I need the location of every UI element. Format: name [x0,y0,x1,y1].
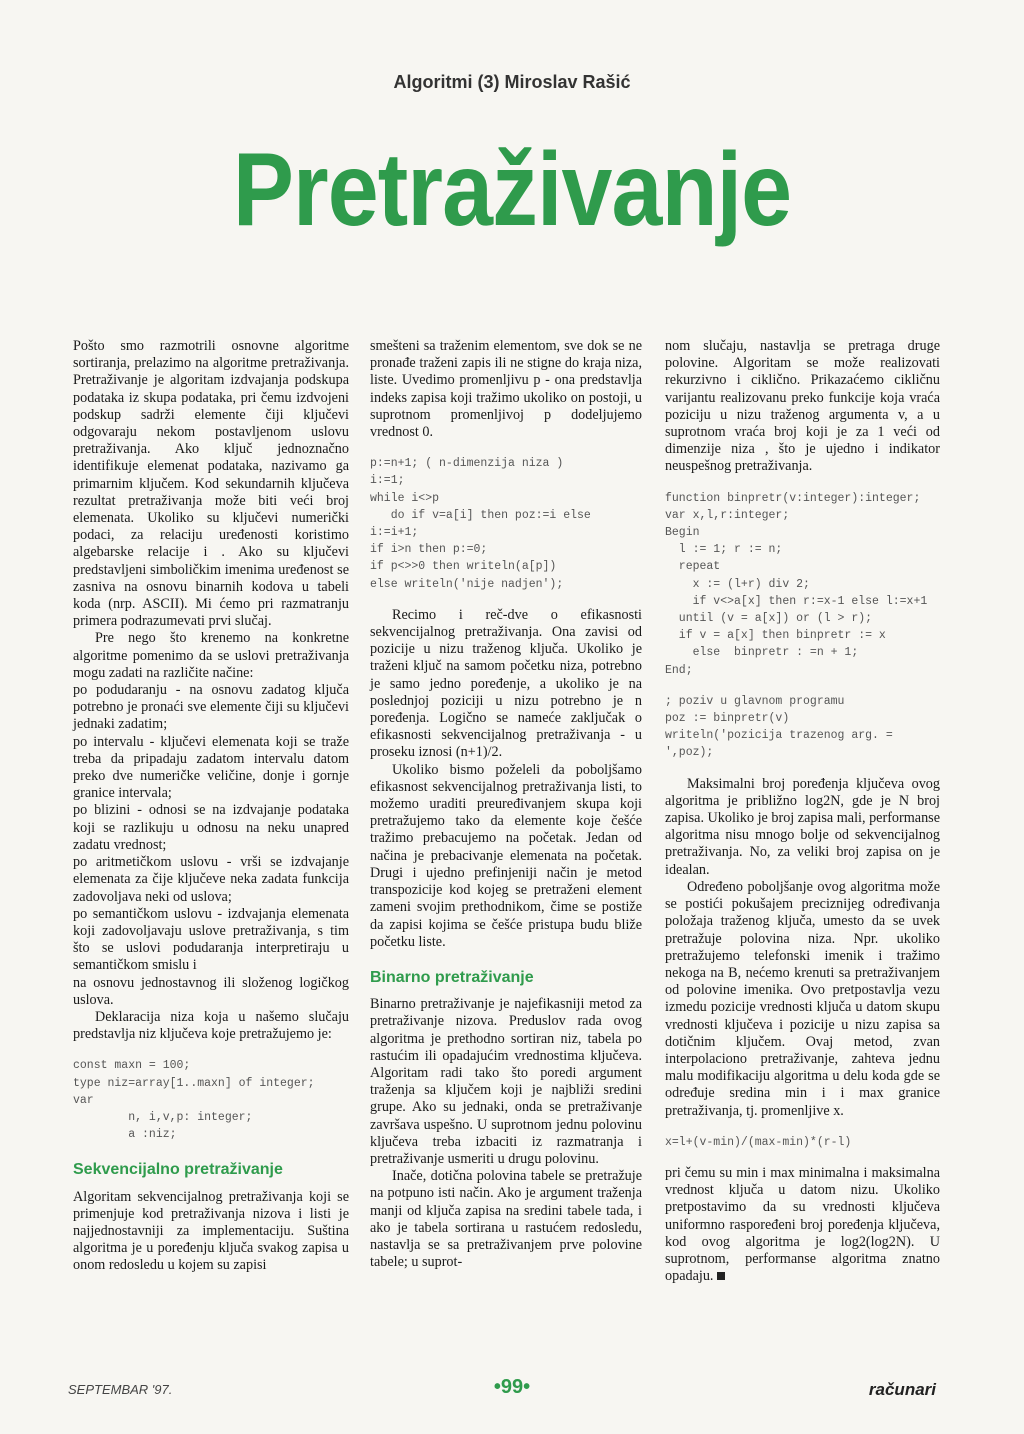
column-3 [665,338,940,1285]
paragraph: Maksimalni broj poređenja ključeva ovog algoritma je približno log2N, gde je N broj zapisa. Ukoliko je broj zapisa mali, performanse algoritma nisu mnogo bolje od sekvencijalnog pretraživanja. No, za veliki broj zapisa on je idealan. [665,775,940,878]
paragraph-text: pri čemu su min i max minimalna i maksimalna vrednost ključa u datom nizu. Ukoliko pretpostavimo da su vrednosti ključeva uniformno raspoređeni broj poređenja ključeva, kod ovog algoritma je log2(log2N). U suprotnom, performanse algoritma znatno opadaju. [665,1164,940,1285]
paragraph: Pre nego što krenemo na konkretne algoritme pomenimo da se uslovi pretraživanja mogu zadati na različite načine: [73,630,349,681]
column-1 [73,338,349,1275]
end-of-article-icon [717,1272,725,1280]
paragraph: Pošto smo razmotrili osnovne algoritme sortiranja, prelazimo na algoritme pretraživanja. Pretraživanje je algoritam izdvajanja podskupa podataka iz skupa podataka, pri čemu izdvojeni podskup sadrži elemente čiji ključevi odgovaraju nekom postavljenom uslovu pretraživanja. Ako ključ jednoznačno identifikuje elemenat podataka, nazivamo ga primarnim ključem. Kod sekundarnih ključeva rezultat pretraživanja može biti veći broj elemenata. Ukoliko su ključevi numerički podaci, za relaciju uređenosti koristimo algebarske relacije i . Ako su ključevi predstavljeni simboličkim imenima uređenost se zasniva na osnovu binarnih kodova u tabeli koda (nrp. ASCII). Mi ćemo pri razmatranju primera podrazumevati prvi slučaj. [73,338,349,630]
code-block: p:=n+1; ( n-dimenzija niza ) i:=1; while i<>p do if v=a[i] then poz:=i else i:=i+1; if i>n then p:=0; if p<>>0 then writeln(a[p]) else writeln('nije nadjen'); [370,457,591,591]
section-heading: Sekvencijalno pretraživanje [73,1161,283,1179]
code-block: function binpretr(v:integer):integer; var x,l,r:integer; Begin l := 1; r := n; repeat x := (l+r) div 2; if v<>a[x] then r:=x-1 else l:=x+1 until (v = a[x]) or (l > r); if v = a[x] then binpretr := x else binpretr : =n + 1; End; [665,491,928,677]
paragraph: po semantičkom uslovu - izdvajanja elemenata koji zadovoljavaju uslove pretraživanja, s tim što se uslovi podudaranja interpretiraju u semantičkom smislu i [73,905,349,974]
paragraph: Inače, dotična polovina tabele se pretražuje na potpuno isti način. Ako je argument traženja manji od ključa zapisa na sredini tabele tada, i ako je tabela sortirana u rastućem redosledu, nastavlja se sa pretraživanjem prve polovine tabele; u suprot- [370,1168,642,1271]
page-number: •99• [493,1376,531,1398]
paragraph: na osnovu jednostavnog ili složenog logičkog uslova. [73,974,349,1008]
paragraph [665,1165,940,1285]
article-header: Algoritmi (3) Miroslav Rašić [393,72,631,92]
paragraph: Deklaracija niza koja u našemo slučaju predstavlja niz ključeva koje pretražujemo je: [73,1008,349,1043]
section-heading: Binarno pretraživanje [370,968,534,986]
paragraph: po podudaranju - na osnovu zadatog ključa potrebno je pronaći sve elemente čiji su ključevi jednaki zadatim; [73,682,349,733]
article-title: Pretraživanje [232,132,792,248]
paragraph: Određeno poboljšanje ovog algoritma može se postići pokušajem preciznijeg određivanja položaja traženog ključa, umesto da se uvek pretražuje polovina niza. Npr. ukoliko pretražujemo telefonski imenik i tražimo nekoga na B, nećemo krenuti sa pretraživanjem od polovine imenika. Ovo pretpostavlja vezu izmedu pozicije vrednosti ključa u datom skupu vrednosti ključeva i pozicije u nizu zapisa sa dotičnim ključem. Ovaj metod, zvan interpolaciono pretraživanje, zahteva jednu malu modifikaciju algoritma u delu koda gde se određuje sredina min i i max granice pretraživanja, tj. promenljive x. [665,878,940,1119]
paragraph: Recimo i reč-dve o efikasnosti sekvencijalnog pretraživanja. Ona zavisi od pozicije u nizu traženog ključa. Ukoliko je traženi ključ na samom početku niza, potrebno je samo jedno poređenje, a ukoliko je na poslednjoj poziciji u nizu potrebno je n poređenja. Logično se nameće zaključak o efikasnosti sekvencijalnog pretraživanja - u proseku iznosi (n+1)/2. [370,606,642,761]
code-block: ; poziv u glavnom programu poz := binpretr(v) writeln('pozicija trazenog arg. = ',poz); [665,694,893,760]
paragraph: Algoritam sekvencijalnog pretraživanja koji se primenjuje kod pretraživanja nizova i listi je najjednostavniji za implementaciju. Suština algoritma je u poređenju ključa svakog zapisa u onom redosledu u kojem su zapisi [73,1188,349,1274]
paragraph: nom slučaju, nastavlja se pretraga druge polovine. Algoritam se može realizovati rekurzivno i ciklično. Prikazaćemo cikličnu varijantu realizovanu preko funkcije koja vraća poziciju u nizu traženog argumenta v, a u suprotnom vraća broj koji je za 1 veći od dimenzije niza , što je ujedno i indikator neuspešnog pretraživanja. [665,338,940,475]
bleed-through-background [60,250,960,340]
code-block: x=l+(v-min)/(max-min)*(r-l) [665,1135,852,1149]
paragraph: smešteni sa traženim elementom, sve dok se ne pronađe traženi zapis ili ne stigne do kraja niza, liste. Uvedimo promenljivu p - ona predstavlja indeks zapisa koji tražimo ukoliko on postoji, u suprotnom promenljivoj p dodeljujemo vrednost 0. [370,338,642,441]
paragraph: po blizini - odnosi se na izdvajanje podataka koji se razlikuju u odnosu na neku unapred zadatu vrednost; [73,802,349,853]
paragraph: po intervalu - ključevi elemenata koji se traže treba da pripadaju zadatom intervalu datom preko dve numeričke veličine, donje i gornje granice intervala; [73,733,349,802]
issue-date: SEPTEMBAR '97. [68,1382,173,1397]
column-2 [370,338,642,1271]
paragraph: po aritmetičkom uslovu - vrši se izdvajanje elemenata za čije ključeve neka zadata funkcija zadovoljava neki od uslova; [73,854,349,905]
magazine-logo: računari [868,1380,936,1399]
paragraph: Binarno pretraživanje je najefikasniji metod za pretraživanje nizova. Preduslov rada ovog algoritma je prethodno sortiran niz, tabela po rastućim ili opadajućim vrednostima ključeva. Algoritam radi tako što poredi argument traženja sa ključem koji je najbliži sredini grupe. Ako su jednaki, onda se pretraživanje završava uspešno. U suprotnom jednu polovinu ključeva treba izbaciti iz razmatranja i pretraživanje usmeriti u drugu polovinu. [370,996,642,1167]
code-block: const maxn = 100; type niz=array[1..maxn] of integer; var n, i,v,p: integer; a :niz; [73,1059,315,1142]
paragraph: Ukoliko bismo poželeli da poboljšamo efikasnost sekvencijalnog pretraživanja listi, to možemo uraditi preuređivanjem skupa koji pretražujemo tako da elemente koje češće tražimo prebacujemo na početak. Jedan od načina je prebacivanje elemenata na početak. Drugi i ujedno prefinjeniji način je metod transpozicije kod kojeg se pretraženi element zameni svojim prethodnikom, čime se postiže da zapisi kojima se češće pristupa budu bliže početku liste. [370,761,642,950]
